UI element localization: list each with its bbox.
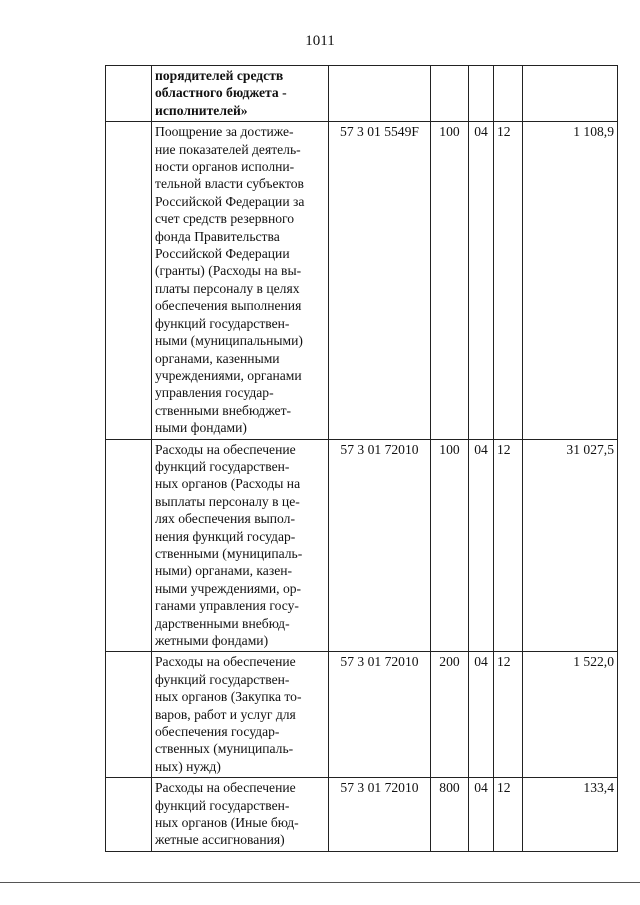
table-row (106, 652, 618, 778)
section-cell: 04 (469, 122, 494, 439)
description-cell (152, 439, 329, 652)
description-line: ных органов (Расходы на (155, 476, 301, 492)
description-line: обеспечения государ- (155, 724, 280, 740)
description-line: лях обеспечения выпол- (155, 511, 295, 527)
description-line: областного бюджета - (155, 85, 287, 101)
expense-type-cell: 100 (431, 439, 469, 652)
section-cell (469, 66, 494, 122)
description-line: фонда Правительства (155, 228, 280, 244)
description-line: ными) органами, казен- (155, 563, 293, 579)
section-cell: 04 (469, 778, 494, 852)
amount-cell: 31 027,5 (523, 439, 618, 652)
description-cell (152, 652, 329, 778)
row-number-cell (106, 66, 152, 122)
description-cell (152, 778, 329, 852)
page-bottom-rule (0, 882, 640, 883)
subsection-cell: 12 (494, 778, 523, 852)
description-line: ние показателей деятель- (155, 141, 301, 157)
subsection-cell (494, 66, 523, 122)
description-line: платы персоналу в целях (155, 280, 300, 296)
description-line: органами, казенными (155, 350, 280, 366)
description-cell (152, 66, 329, 122)
description-line: дарственными внебюд- (155, 615, 290, 631)
table-row (106, 778, 618, 852)
description-line: функций государствен- (155, 671, 290, 687)
expense-type-cell: 800 (431, 778, 469, 852)
description-line: ности органов исполни- (155, 159, 295, 175)
description-line: выплаты персоналу в це- (155, 493, 300, 509)
description-line: обеспечения выполнения (155, 298, 302, 314)
description-line: жетные ассигнования) (155, 832, 285, 848)
expense-type-cell: 200 (431, 652, 469, 778)
description-line: ными учреждениями, ор- (155, 580, 302, 596)
description-line: Расходы на обеспечение (155, 441, 296, 457)
table-row (106, 66, 618, 122)
description-line: ных органов (Закупка то- (155, 689, 302, 705)
description-line: ганами управления госу- (155, 598, 299, 614)
target-code-cell (329, 66, 431, 122)
description-line: управления государ- (155, 385, 274, 401)
subsection-cell: 12 (494, 652, 523, 778)
table-row (106, 439, 618, 652)
row-number-cell (106, 439, 152, 652)
amount-cell: 133,4 (523, 778, 618, 852)
description-line: Российской Федерации за (155, 193, 305, 209)
subsection-cell: 12 (494, 439, 523, 652)
page-number: 1011 (305, 33, 335, 49)
target-code-cell: 57 3 01 72010 (329, 439, 431, 652)
table-row (106, 122, 618, 439)
section-cell: 04 (469, 439, 494, 652)
description-line: (гранты) (Расходы на вы- (155, 263, 302, 279)
description-line: функций государствен- (155, 797, 290, 813)
budget-table-body (106, 66, 618, 852)
description-line: ственных (муниципаль- (155, 741, 294, 757)
budget-table (105, 65, 618, 852)
description-line: варов, работ и услуг для (155, 706, 296, 722)
description-line: Расходы на обеспечение (155, 780, 296, 796)
description-line: ных) нужд) (155, 758, 221, 774)
description-line: тельной власти субъектов (155, 176, 304, 192)
row-number-cell (106, 652, 152, 778)
description-line: учреждениями, органами (155, 367, 302, 383)
description-line: ных органов (Иные бюд- (155, 815, 299, 831)
description-line: функций государствен- (155, 315, 290, 331)
description-line: счет средств резервного (155, 211, 295, 227)
description-line: ными (муниципальными) (155, 333, 303, 349)
description-line: порядителей средств (155, 68, 284, 83)
description-line: нения функций государ- (155, 528, 296, 544)
description-line: ными фондами) (155, 420, 247, 436)
description-line: жетными фондами) (155, 633, 269, 648)
expense-type-cell (431, 66, 469, 122)
target-code-cell: 57 3 01 72010 (329, 778, 431, 852)
row-number-cell (106, 778, 152, 852)
target-code-cell: 57 3 01 72010 (329, 652, 431, 778)
amount-cell: 1 522,0 (523, 652, 618, 778)
description-line: Расходы на обеспечение (155, 654, 296, 670)
description-cell (152, 122, 329, 439)
target-code-cell: 57 3 01 5549F (329, 122, 431, 439)
amount-cell: 1 108,9 (523, 122, 618, 439)
description-line: ственными внебюджет- (155, 402, 292, 418)
subsection-cell: 12 (494, 122, 523, 439)
description-line: исполнителей» (155, 102, 248, 118)
row-number-cell (106, 122, 152, 439)
description-line: функций государствен- (155, 458, 290, 474)
description-line: Поощрение за достиже- (155, 124, 294, 140)
expense-type-cell: 100 (431, 122, 469, 439)
description-line: Российской Федерации (155, 246, 290, 262)
description-line: ственными (муниципаль- (155, 545, 303, 561)
section-cell: 04 (469, 652, 494, 778)
amount-cell (523, 66, 618, 122)
